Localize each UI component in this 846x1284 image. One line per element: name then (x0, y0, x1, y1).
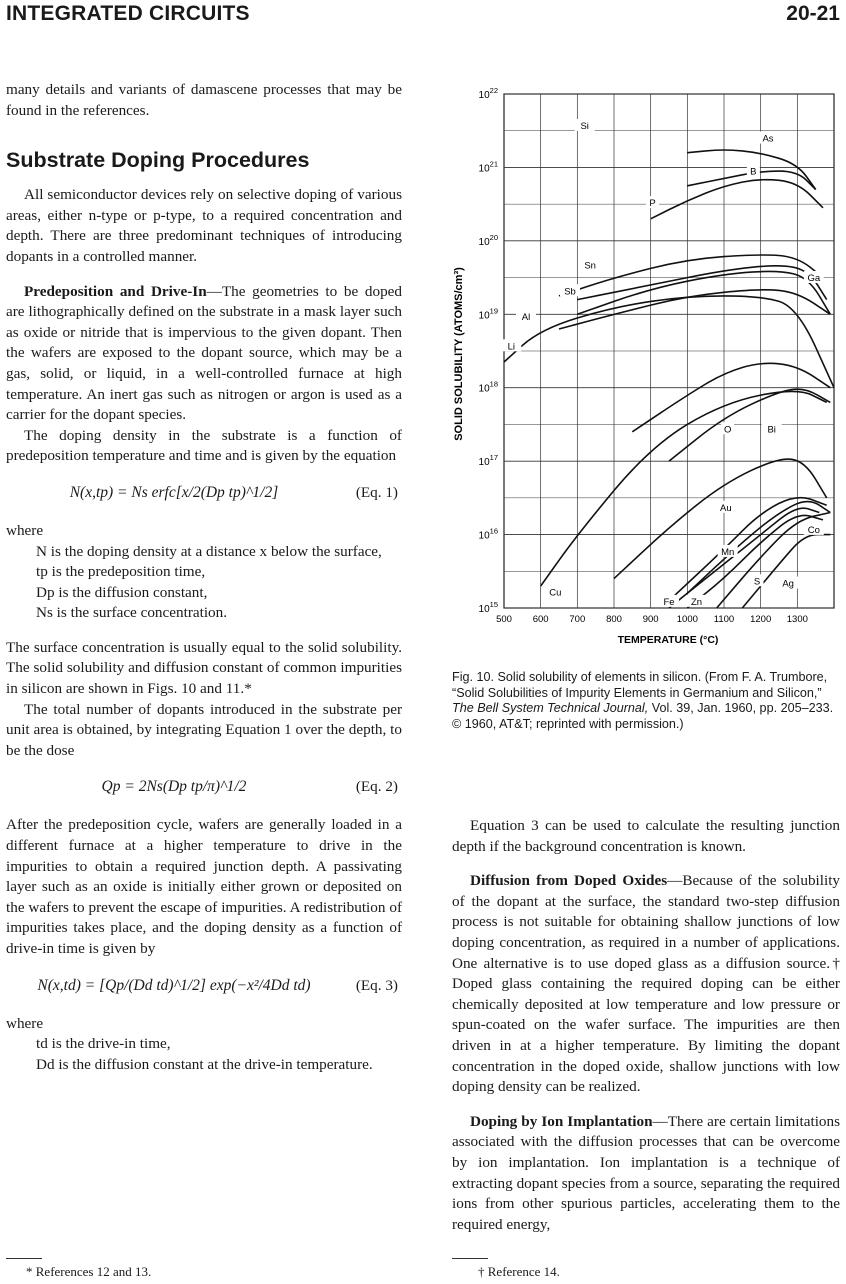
equation-2 (6, 773, 402, 803)
x-tick-label: 800 (606, 614, 622, 625)
curve-zn (687, 515, 823, 608)
y-tick-label: $10^{19}$ (478, 306, 498, 322)
equation-3 (6, 972, 402, 1002)
left-column (6, 80, 402, 1075)
curve-label-o: O (723, 424, 732, 436)
predeposition-body: —The geometries to be doped are lithographically defined on the substrate in a mask layer such as oxide or nitride that is impervious to the given dopant. Then the wafers are exposed to the dopant source, which may be a gas, solid, or liquid, in a well-controlled furnace at high temperature. An inert gas such as nitrogen or argon is used as a carrier for the dopant species. (6, 282, 402, 424)
section-heading: Substrate Doping Procedures (6, 148, 310, 173)
definitions-list-2 (6, 1034, 402, 1075)
y-tick-label: $10^{15}$ (478, 600, 498, 615)
curve-label-cu: Cu (549, 587, 562, 599)
caption-journal: The Bell System Technical Journal, (452, 701, 649, 716)
x-tick-label: 700 (569, 614, 586, 625)
curve-li (504, 296, 834, 388)
curve-label-as: As (762, 133, 774, 145)
curve-label-zn: Zn (690, 596, 703, 608)
figure-caption (452, 670, 840, 732)
curve-au (614, 459, 827, 579)
y-tick-label: $10^{17}$ (478, 453, 498, 469)
paragraph-ion-implantation (452, 1112, 840, 1236)
chart-curves (504, 150, 834, 608)
definition-item: N is the doping density at a distance x below the surface, (36, 542, 382, 560)
paragraph-predeposition (6, 282, 402, 426)
curve-bi (669, 389, 830, 461)
x-tick-label: 900 (642, 614, 659, 625)
caption-text-a: Fig. 10. Solid solubility of elements in silicon. (From F. A. Trumbore, “Solid Solubilities of Impurity Elements in Germanium and Silicon,” (452, 670, 828, 700)
curve-label-sb: Sb (564, 286, 576, 298)
curve-co (669, 498, 827, 601)
solubility-figure (452, 86, 842, 656)
x-tick-label: 1200 (750, 614, 772, 625)
intro-paragraph: many details and variants of damascene processes that may be found in the references. (6, 81, 402, 119)
page-number: 20-21 (786, 2, 840, 25)
curve-label-bi: Bi (767, 424, 776, 436)
x-tick-label: 1100 (713, 614, 735, 625)
equation-3-formula: N(x,td) = [Qp/(Dd td)^1/2] exp(−x²/4Dd td) (37, 976, 311, 994)
y-axis-label: SOLID SOLUBILITY (ATOMS/cm³) (453, 267, 465, 441)
x-tick-label: 1000 (676, 614, 698, 625)
curve-label-au: Au (720, 502, 732, 514)
curve-label-ga: Ga (807, 273, 821, 285)
curve-label-si: Si (580, 121, 589, 133)
curve-label-li: Li (507, 341, 516, 353)
runin-heading-doped-oxides: Diffusion from Doped Oxides (470, 872, 668, 890)
curve-label-co: Co (807, 524, 820, 536)
curve-label-al: Al (521, 311, 531, 323)
paragraph-selective-doping: All semiconductor devices rely on selective doping of various areas, either n-type or p-type, to a required concentration and depth. There are three predominant techniques of introducing dopants in a controlled manner. (6, 186, 402, 265)
curve-label-s: S (753, 576, 761, 588)
runin-heading-predeposition: Predeposition and Drive-In (24, 282, 207, 300)
x-tick-label: 600 (532, 614, 549, 625)
curve-label-b: B (750, 166, 757, 178)
curve-label-mn: Mn (721, 546, 735, 558)
curve-label-sn: Sn (584, 260, 596, 272)
paragraph-surface-concentration: The surface concentration is usually equal to the solid solubility. The solid solubility and diffusion constant of common impurities in silicon are shown in Figs. 10 and 11.* (6, 638, 402, 698)
definitions-list-1 (6, 542, 402, 624)
definition-item: Dd is the diffusion constant at the drive-in temperature. (36, 1055, 373, 1073)
curve-o (632, 363, 830, 431)
where-label-2: where (6, 1014, 44, 1032)
footnote-left: * References 12 and 13. (26, 1264, 152, 1279)
footnote-rule-right (452, 1258, 488, 1259)
running-header (6, 0, 840, 30)
x-tick-label: 1300 (786, 614, 808, 625)
x-tick-label: 500 (496, 614, 512, 625)
where-label-1: where (6, 521, 44, 539)
definition-item: td is the drive-in time, (36, 1035, 171, 1053)
footnote-rule-left (6, 1258, 42, 1259)
equation-2-tag: (Eq. 2) (355, 778, 398, 796)
y-tick-label: $10^{20}$ (478, 232, 498, 248)
runin-heading-ion-implantation: Doping by Ion Implantation (470, 1112, 653, 1130)
curve-label-fe: Fe (663, 596, 675, 608)
y-tick-label: $10^{21}$ (478, 159, 498, 175)
paragraph-junction-depth: Equation 3 can be used to calculate the resulting junction depth if the background concentration is known. (452, 817, 840, 855)
y-tick-label: $10^{18}$ (478, 379, 498, 395)
paragraph-doping-density: The doping density in the substrate is a function of predeposition temperature and time and is given by the equation (6, 426, 402, 465)
caption-text-b: Vol. 39, Jan. 1960, pp. 205–233. © 1960, AT&T; reprinted with permission.) (452, 701, 834, 731)
definition-item: tp is the predeposition time, (36, 563, 206, 581)
paragraph-dose: The total number of dopants introduced in the substrate per unit area is obtained, by integrating Equation 1 over the depth, to be the dose (6, 700, 402, 759)
definition-item: Dp is the diffusion constant, (36, 583, 208, 601)
paragraph-doped-oxides (452, 871, 840, 1098)
equation-1-tag: (Eq. 1) (355, 483, 398, 501)
doped-oxides-body: —Because of the solubility of the dopant at the surface, the standard two-step diffusion process is not suitable for obtaining shallow junctions of low doping concentration, as required in a number of applications. One alternative is to use doped glass as a diffusion source.† Doped glass containing the required doping can be either chemically deposited at low temperature and low pressure or spun-coated on the wafer surface. The impurities are then driven in at a higher temperature. By limiting the dopant concentration in the doped oxide, shallow junctions with low doping density can be realized. (452, 872, 841, 1096)
x-axis-label: TEMPERATURE (°C) (617, 634, 719, 646)
section-title: INTEGRATED CIRCUITS (6, 2, 250, 25)
curve-label-ag: Ag (782, 578, 794, 590)
solubility-chart (452, 86, 842, 656)
equation-1-formula: N(x,tp) = Ns erfc[x/2(Dp tp)^1/2] (69, 483, 279, 501)
footnote-right: † Reference 14. (478, 1264, 560, 1279)
equation-3-tag: (Eq. 3) (355, 976, 398, 994)
paragraph-drive-in: After the predeposition cycle, wafers are generally loaded in a different furnace at a higher temperature to drive in the impurities to obtain a required junction depth. A passivating layer such as an oxide is initially either grown or deposited on the wafers to prevent the escape of impurities. A redistribution of impurities takes place, and the doping density as a function of drive-in time is given by (6, 816, 402, 957)
y-tick-label: $10^{22}$ (478, 86, 498, 101)
equation-1 (6, 479, 402, 509)
definition-item: Ns is the surface concentration. (36, 604, 228, 622)
y-tick-label: $10^{16}$ (478, 526, 498, 542)
right-column (452, 816, 840, 1235)
curve-label-p: P (649, 198, 656, 210)
curve-cu (541, 391, 827, 586)
ion-implantation-body: —There are certain limitations associated with the diffusion processes that can be overcome by ion implantation. Ion implantation is a technique of extracting dopant species from a source, separating the required ions from other spurious particles, accelerating them to the required energy, (452, 1112, 841, 1233)
equation-2-formula: Qp = 2Ns(Dp tp/π)^1/2 (101, 778, 247, 796)
